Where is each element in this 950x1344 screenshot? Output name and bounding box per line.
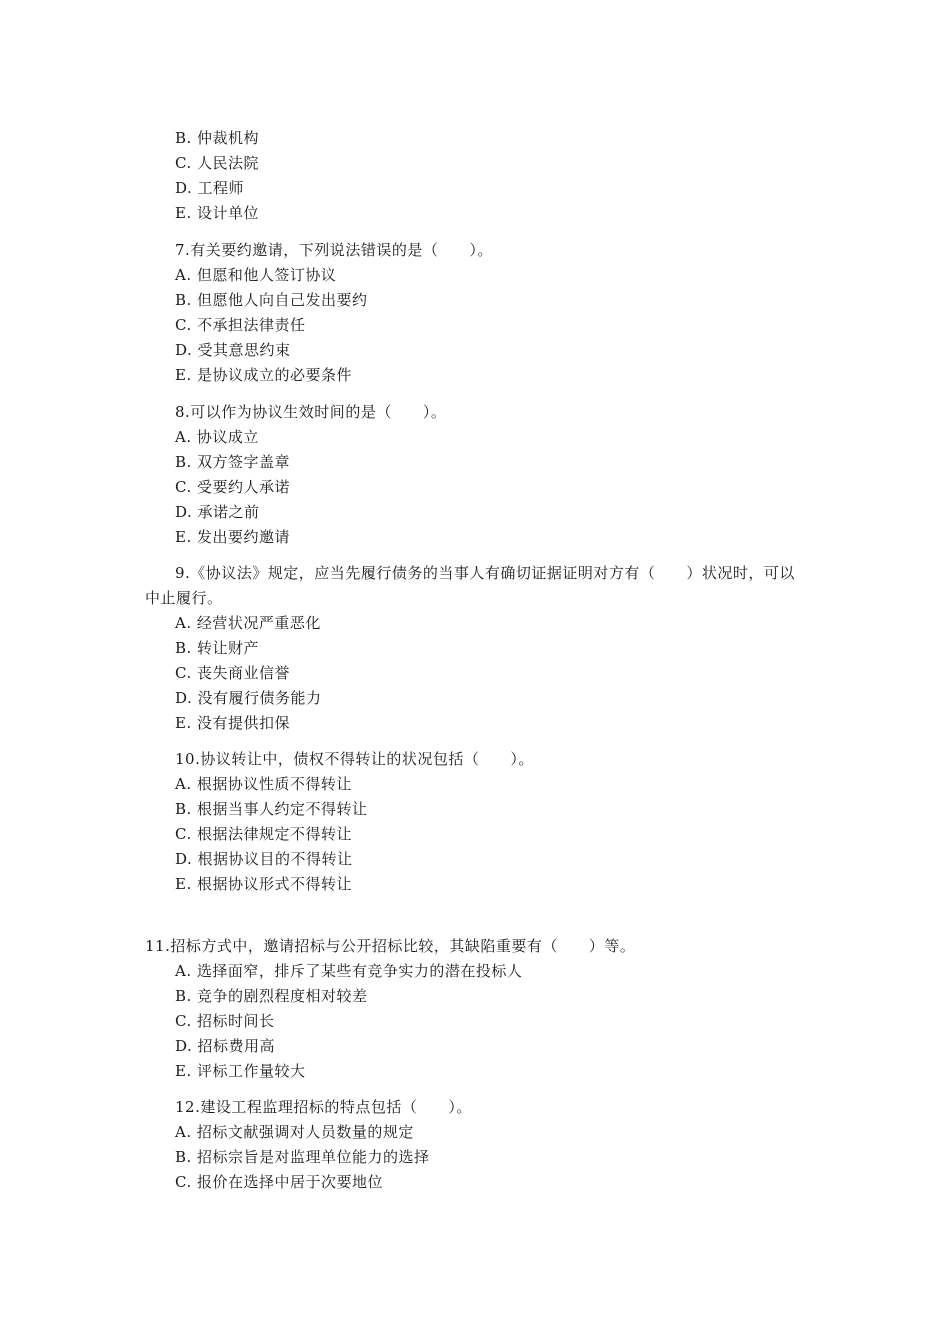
option-line: A. 协议成立	[175, 428, 259, 446]
option-line: C. 人民法院	[175, 154, 259, 172]
question-line-continuation: 中止履行。	[145, 589, 223, 607]
option-line: E. 发出要约邀请	[175, 528, 290, 546]
option-line: D. 根据协议目的不得转让	[175, 850, 353, 868]
question-line: 10.协议转让中，债权不得转让的状况包括（ ）。	[175, 750, 534, 768]
option-line: D. 工程师	[175, 179, 245, 197]
option-line: C. 根据法律规定不得转让	[175, 825, 352, 843]
option-line: E. 没有提供扣保	[175, 714, 290, 732]
question-line: 7.有关要约邀请，下列说法错误的是（ ）。	[175, 241, 493, 259]
option-line: D. 没有履行债务能力	[175, 689, 322, 707]
question-line: 8.可以作为协议生效时间的是（ ）。	[175, 403, 447, 421]
option-line: B. 竞争的剧烈程度相对较差	[175, 987, 368, 1005]
option-line: A. 选择面窄，排斥了某些有竞争实力的潜在投标人	[175, 962, 523, 980]
option-line: C. 招标时间长	[175, 1012, 275, 1030]
option-line: B. 转让财产	[175, 639, 260, 657]
option-line: A. 招标文献强调对人员数量的规定	[175, 1123, 414, 1141]
question-line: 12.建设工程监理招标的特点包括（ ）。	[175, 1098, 472, 1116]
option-line: E. 根据协议形式不得转让	[175, 875, 352, 893]
option-line: B. 双方签字盖章	[175, 453, 291, 471]
option-line: E. 评标工作量较大	[175, 1062, 306, 1080]
option-line: D. 招标费用高	[175, 1037, 276, 1055]
question-line: 11.招标方式中，邀请招标与公开招标比较，其缺陷重要有（ ）等。	[145, 937, 636, 955]
option-line: B. 但愿他人向自己发出要约	[175, 291, 368, 309]
question-line: 9.《协议法》规定，应当先履行债务的当事人有确切证据证明对方有（ ）状况时，可以	[175, 564, 795, 582]
option-line: C. 不承担法律责任	[175, 316, 306, 334]
option-line: C. 受要约人承诺	[175, 478, 290, 496]
option-line: D. 承诺之前	[175, 503, 260, 521]
option-line: A. 但愿和他人签订协议	[175, 266, 337, 284]
option-line: C. 丧失商业信誉	[175, 664, 290, 682]
option-line: A. 经营状况严重恶化	[175, 614, 321, 632]
option-line: E. 设计单位	[175, 204, 259, 222]
option-line: A. 根据协议性质不得转让	[175, 775, 352, 793]
option-line: B. 仲裁机构	[175, 129, 260, 147]
option-line: C. 报价在选择中居于次要地位	[175, 1173, 383, 1191]
option-line: B. 根据当事人约定不得转让	[175, 800, 368, 818]
option-line: D. 受其意思约束	[175, 341, 291, 359]
option-line: B. 招标宗旨是对监理单位能力的选择	[175, 1148, 430, 1166]
option-line: E. 是协议成立的必要条件	[175, 366, 352, 384]
